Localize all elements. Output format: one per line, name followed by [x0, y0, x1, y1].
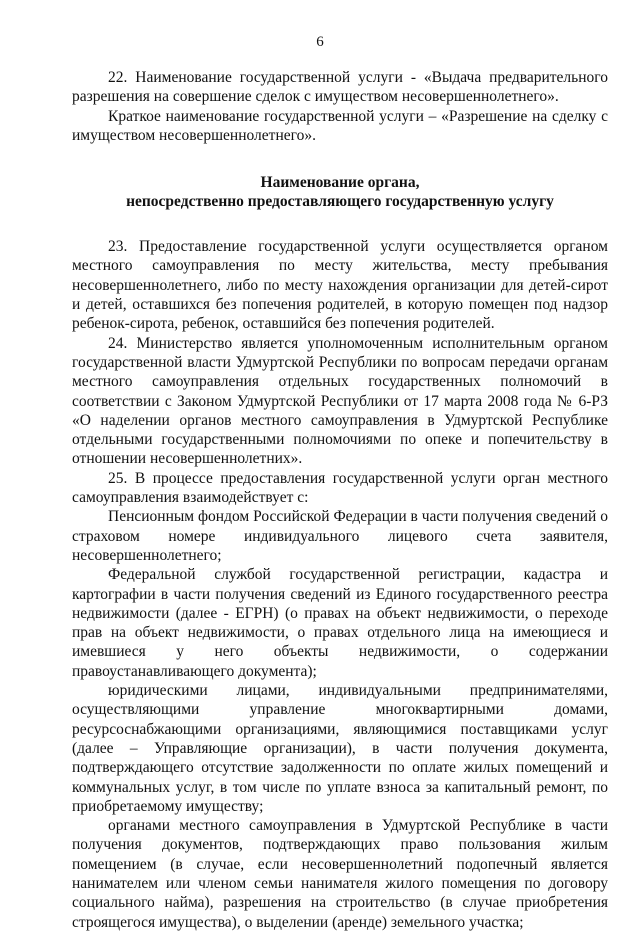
section-heading-line2: непосредственно предоставляющего государственную услугу	[126, 193, 554, 211]
paragraph-25: 25. В процессе предоставления государственной услуги орган местного самоуправления взаимодействует с:	[72, 469, 608, 507]
list-item-local-authorities: органами местного самоуправления в Удмуртской Республике в части получения документов, подтверждающих право пользования жилым помещением (в случае, если несовершеннолетний подопечный является нанимателем или членом семьи нанимателя жилого помещения по договору социального найма), разрешения на строительство (в случае приобретения строящегося имущества), о выделении (аренде) земельного участка;	[72, 817, 608, 931]
section-heading	[72, 173, 608, 211]
list-item-legal-entities: юридическими лицами, индивидуальными предпринимателями, осуществляющими управление многоквартирными домами, ресурсоснабжающими организациями, являющимися поставщиками услуг (далее – Управляющие организации), в части получения документа, подтверждающего отсутствие задолженности по оплате жилых помещений и коммунальных услуг, в том числе по уплате взноса за капитальный ремонт, по приобретаемому имуществу;	[72, 682, 608, 815]
paragraph-short-name: Краткое наименование государственной услуги – «Разрешение на сделку с имуществом несовершеннолетнего».	[72, 107, 608, 144]
page-number: 6	[316, 34, 324, 50]
list-item-pension-fund: Пенсионным фондом Российской Федерации в части получения сведений о страховом номере индивидуального лицевого счета заявителя, несовершеннолетнего;	[72, 508, 608, 564]
paragraph-23: 23. Предоставление государственной услуги осуществляется органом местного самоуправления по месту жительства, месту пребывания несовершеннолетнего, либо по месту нахождения организации для детей-сирот и детей, оставшихся без попечения родителей, в которую помещен под надзор ребенок-сирота, ребенок, оставшийся без попечения родителей.	[72, 238, 608, 333]
document-body	[72, 68, 608, 932]
section-heading-line1: Наименование органа,	[260, 174, 420, 192]
paragraph-22: 22. Наименование государственной услуги - «Выдача предварительного разрешения на совершение сделок с имуществом несовершеннолетнего».	[72, 69, 608, 106]
list-item-rosreestr: Федеральной службой государственной регистрации, кадастра и картографии в части получения сведений из Единого государственного реестра недвижимости (далее - ЕГРН) (о правах на объект недвижимости, о переходе прав на объект недвижимости, о правах отдельного лица на имеющиеся и имевшиеся у него объекты недвижимости, о содержании правоустанавливающего документа);	[72, 566, 608, 680]
paragraph-24: 24. Министерство является уполномоченным исполнительным органом государственной власти Удмуртской Республики по вопросам передачи органам местного самоуправления отдельных государственных полномочий в соответствии с Законом Удмуртской Республики от 17 марта 2008 года № 6-РЗ «О наделении органов местного самоуправления в Удмуртской Республике отдельными государственными полномочиями по опеке и попечительству в отношении несовершеннолетних».	[72, 334, 608, 468]
